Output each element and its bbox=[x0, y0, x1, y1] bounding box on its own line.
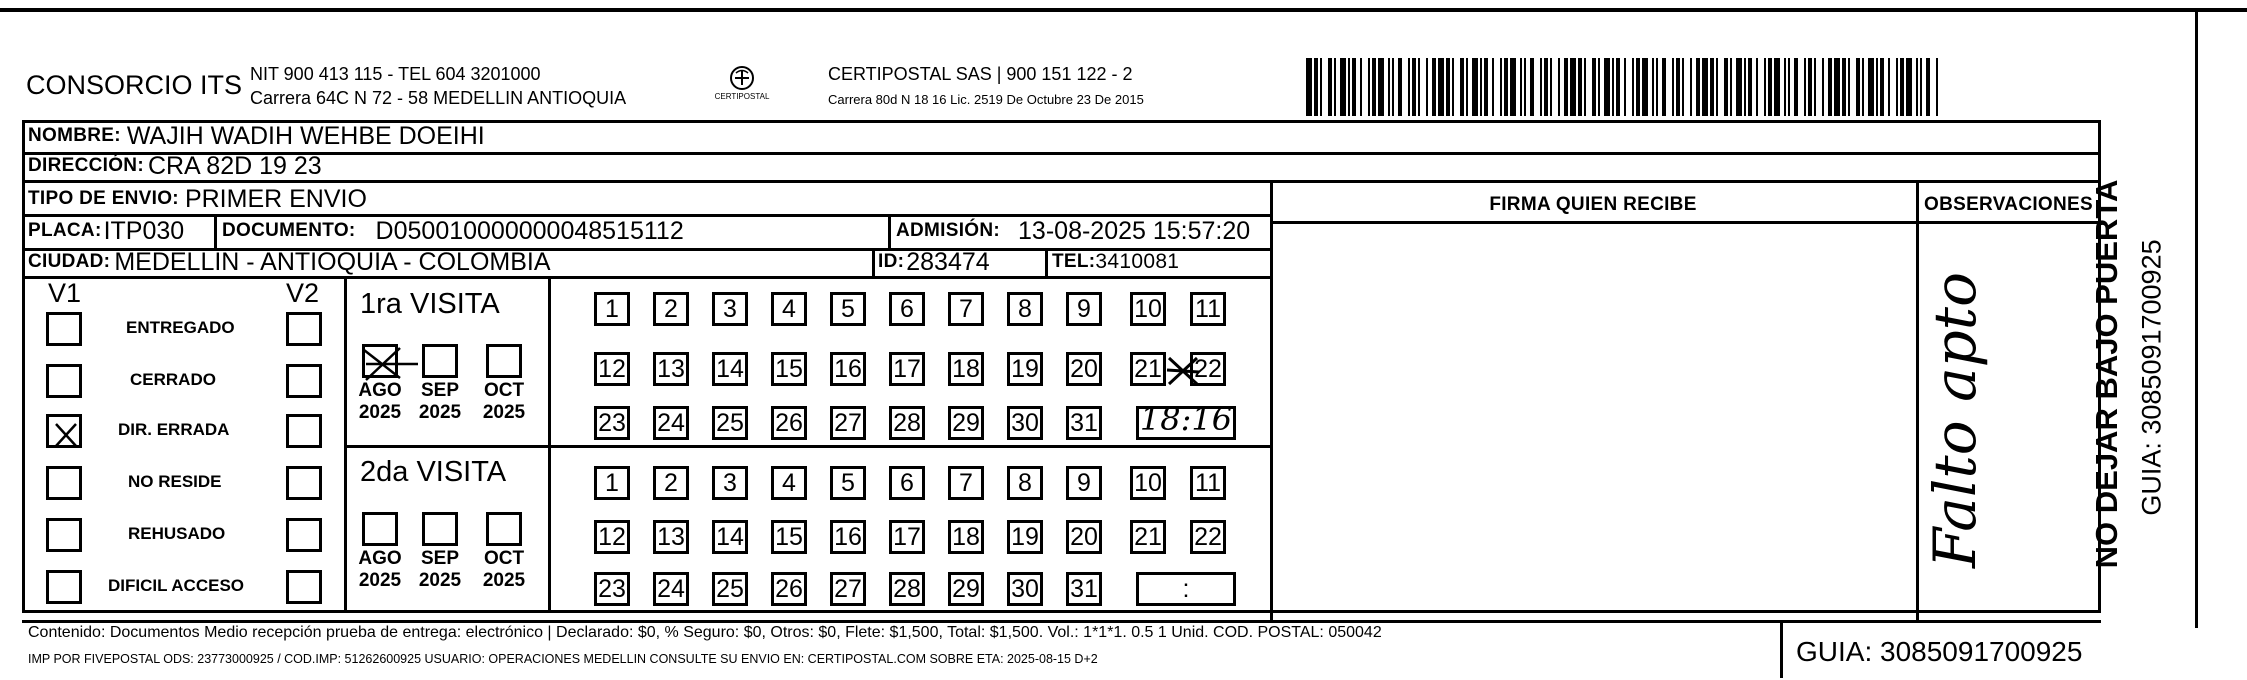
admision-value: 13-08-2025 15:57:20 bbox=[1018, 216, 1251, 245]
visita1-year-label: 2025 bbox=[482, 402, 526, 423]
visita2-day-box[interactable]: 18 bbox=[948, 520, 984, 554]
visita2-day-box[interactable]: 17 bbox=[889, 520, 925, 554]
visita2-day-box[interactable]: 23 bbox=[594, 572, 630, 606]
visita2-month-label: OCT bbox=[483, 548, 525, 569]
id-sep bbox=[872, 248, 875, 276]
tel-sep bbox=[1045, 248, 1048, 276]
visita1-day-box[interactable]: 9 bbox=[1066, 292, 1102, 326]
visita2-day-box[interactable]: 21 bbox=[1130, 520, 1166, 554]
visita2-day-box[interactable]: 15 bbox=[771, 520, 807, 554]
visita1-day-box[interactable]: 14 bbox=[712, 352, 748, 386]
nit-line: NIT 900 413 115 - TEL 604 3201000 bbox=[250, 64, 541, 84]
tipo-envio-field bbox=[28, 184, 367, 214]
status-label: NO RESIDE bbox=[128, 472, 222, 491]
status-check-mark bbox=[48, 418, 84, 452]
visita2-day-box[interactable]: 9 bbox=[1066, 466, 1102, 500]
observaciones-label: OBSERVACIONES bbox=[1924, 194, 2093, 215]
visita-sep bbox=[548, 276, 551, 610]
visita1-day-box[interactable]: 12 bbox=[594, 352, 630, 386]
admision-field bbox=[896, 214, 1250, 248]
v1-checkbox-2[interactable] bbox=[46, 364, 82, 398]
barcode bbox=[1306, 58, 1940, 116]
visita2-day-box[interactable]: 11 bbox=[1190, 466, 1226, 500]
side-guia: GUIA: 3085091700925 bbox=[2136, 239, 2167, 516]
placa-value: ITP030 bbox=[103, 216, 185, 245]
top-border bbox=[0, 8, 2247, 12]
v2-label: V2 bbox=[286, 278, 320, 308]
tipo-envio-label: TIPO DE ENVIO: bbox=[28, 188, 179, 209]
side-instruction: NO DEJAR BAJO PUERTA bbox=[2089, 179, 2124, 569]
status-label: DIFICIL ACCESO bbox=[108, 576, 245, 595]
firma-label: FIRMA QUIEN RECIBE bbox=[1489, 194, 1697, 215]
admision-label: ADMISIÓN: bbox=[896, 220, 1001, 241]
nombre-value: WAJIH WADIH WEHBE DOEIHI bbox=[126, 121, 485, 150]
ciudad-field bbox=[28, 248, 551, 276]
visita2-time-box[interactable]: : bbox=[1136, 572, 1236, 606]
visita1-day-box[interactable]: 20 bbox=[1066, 352, 1102, 386]
visita2-day-box[interactable]: 3 bbox=[712, 466, 748, 500]
visita1-day-box[interactable]: 24 bbox=[653, 406, 689, 440]
visita1-day-box[interactable]: 25 bbox=[712, 406, 748, 440]
visita2-day-box[interactable]: 8 bbox=[1007, 466, 1043, 500]
nombre-field bbox=[28, 120, 485, 152]
day-cross-mark bbox=[1163, 352, 1203, 390]
visita1-day-box[interactable]: 23 bbox=[594, 406, 630, 440]
placa-field bbox=[28, 214, 184, 248]
documento-field bbox=[222, 214, 684, 248]
obs-left-line bbox=[1916, 180, 1919, 620]
visita1-day-box[interactable]: 16 bbox=[830, 352, 866, 386]
tipo-envio-value: PRIMER ENVIO bbox=[184, 184, 367, 213]
footer-guia: GUIA: 3085091700925 bbox=[1796, 636, 2083, 667]
visita2-day-box[interactable]: 22 bbox=[1190, 520, 1226, 554]
ciudad-label: CIUDAD: bbox=[28, 251, 111, 272]
documento-label: DOCUMENTO: bbox=[222, 220, 356, 241]
tel-value: 3410081 bbox=[1095, 250, 1180, 273]
visita1-day-box[interactable]: 21 bbox=[1130, 352, 1166, 386]
ciudad-value: MEDELLIN - ANTIOQUIA - COLOMBIA bbox=[114, 247, 551, 276]
v2-checkbox-2[interactable] bbox=[286, 364, 322, 398]
logo-caption: CERTIPOSTAL bbox=[714, 92, 770, 101]
visita1-year-label: 2025 bbox=[358, 402, 402, 423]
visita2-day-box[interactable]: 25 bbox=[712, 572, 748, 606]
visita2-month-checkbox[interactable] bbox=[362, 512, 398, 546]
v2-checkbox-3[interactable] bbox=[286, 414, 322, 448]
placa-label: PLACA: bbox=[28, 220, 102, 241]
visita2-month-label: AGO bbox=[358, 548, 402, 569]
visita2-day-box[interactable]: 7 bbox=[948, 466, 984, 500]
visita2-year-label: 2025 bbox=[358, 570, 402, 591]
visita1-month-label: OCT bbox=[483, 380, 525, 401]
footer-guia-sep bbox=[1780, 620, 1783, 678]
visita1-day-box[interactable]: 22 bbox=[1190, 352, 1226, 386]
company-name: CONSORCIO ITS bbox=[26, 70, 243, 100]
v2-checkbox-1[interactable] bbox=[286, 312, 322, 346]
visita2-day-box[interactable]: 16 bbox=[830, 520, 866, 554]
visita1-day-box[interactable]: 4 bbox=[771, 292, 807, 326]
month-check-mark bbox=[360, 344, 420, 384]
visita2-day-box[interactable]: 20 bbox=[1066, 520, 1102, 554]
tel-label: TEL: bbox=[1052, 251, 1096, 272]
visita2-day-box[interactable]: 26 bbox=[771, 572, 807, 606]
status-right-line bbox=[344, 276, 347, 610]
visita1-day-box[interactable]: 17 bbox=[889, 352, 925, 386]
visita2-day-box[interactable]: 19 bbox=[1007, 520, 1043, 554]
visita1-day-box[interactable]: 15 bbox=[771, 352, 807, 386]
id-value: 283474 bbox=[906, 247, 990, 276]
visita1-title: 1ra VISITA bbox=[360, 288, 500, 320]
footer-print-line: IMP POR FIVEPOSTAL ODS: 23773000925 / COD.IMP: 51262600925 USUARIO: OPERACIONES MEDELLIN CONSULTE SU ENVIO EN: CERTIPOSTAL.COM SOBRE ETA: 2025-08-15 D+2 bbox=[28, 652, 1098, 666]
v2-checkbox-5[interactable] bbox=[286, 518, 322, 552]
v1-checkbox-6[interactable] bbox=[46, 570, 82, 604]
visita2-day-box[interactable]: 1 bbox=[594, 466, 630, 500]
direccion-field bbox=[28, 152, 322, 180]
v1-checkbox-1[interactable] bbox=[46, 312, 82, 346]
visita2-title: 2da VISITA bbox=[360, 456, 507, 488]
visita2-day-box[interactable]: 12 bbox=[594, 520, 630, 554]
visita2-year-label: 2025 bbox=[482, 570, 526, 591]
handwritten-time: 18:16 bbox=[1139, 400, 1233, 438]
visita1-day-box[interactable]: 28 bbox=[889, 406, 925, 440]
carrier-address: Carrera 80d N 18 16 Lic. 2519 De Octubre 23 De 2015 bbox=[828, 92, 1144, 107]
top-right-edge bbox=[2195, 8, 2198, 628]
row-line-2 bbox=[22, 180, 2101, 183]
visita1-day-box[interactable]: 18 bbox=[948, 352, 984, 386]
id-label: ID: bbox=[878, 251, 905, 272]
carrier-line: CERTIPOSTAL SAS | 900 151 122 - 2 bbox=[828, 64, 1133, 84]
visita1-day-box[interactable]: 7 bbox=[948, 292, 984, 326]
visita2-day-box[interactable]: 5 bbox=[830, 466, 866, 500]
visita1-month-checkbox[interactable] bbox=[486, 344, 522, 378]
visita2-day-box[interactable]: 31 bbox=[1066, 572, 1102, 606]
status-label: DIR. ERRADA bbox=[118, 420, 230, 439]
visita1-month-label: AGO bbox=[358, 380, 402, 401]
visita1-day-box[interactable]: 8 bbox=[1007, 292, 1043, 326]
tel-field bbox=[1052, 248, 1179, 276]
visita2-day-box[interactable]: 4 bbox=[771, 466, 807, 500]
visita2-day-box[interactable]: 24 bbox=[653, 572, 689, 606]
handwritten-observation: Falto apto bbox=[1921, 271, 1989, 569]
visita2-day-box[interactable]: 29 bbox=[948, 572, 984, 606]
visita1-day-box[interactable]: 19 bbox=[1007, 352, 1043, 386]
visita1-day-box[interactable]: 13 bbox=[653, 352, 689, 386]
admision-sep bbox=[888, 214, 891, 248]
visita1-day-box[interactable]: 3 bbox=[712, 292, 748, 326]
visita2-day-box[interactable]: 30 bbox=[1007, 572, 1043, 606]
form-left-line bbox=[22, 120, 25, 610]
v2-checkbox-4[interactable] bbox=[286, 466, 322, 500]
v2-checkbox-6[interactable] bbox=[286, 570, 322, 604]
visita1-day-box[interactable]: 29 bbox=[948, 406, 984, 440]
nombre-label: NOMBRE: bbox=[28, 125, 121, 146]
visita2-day-box[interactable]: 14 bbox=[712, 520, 748, 554]
visita1-day-box[interactable]: 5 bbox=[830, 292, 866, 326]
visita1-day-box[interactable]: 31 bbox=[1066, 406, 1102, 440]
visita1-day-box[interactable]: 26 bbox=[771, 406, 807, 440]
direccion-label: DIRECCIÓN: bbox=[28, 155, 144, 176]
v1-checkbox-4[interactable] bbox=[46, 466, 82, 500]
visita2-day-box[interactable]: 6 bbox=[889, 466, 925, 500]
visita2-year-label: 2025 bbox=[418, 570, 462, 591]
visita-mid-line bbox=[344, 445, 1270, 448]
company-address: Carrera 64C N 72 - 58 MEDELLIN ANTIOQUIA bbox=[250, 88, 627, 108]
v1-checkbox-5[interactable] bbox=[46, 518, 82, 552]
visita1-day-box[interactable]: 6 bbox=[889, 292, 925, 326]
status-label: REHUSADO bbox=[128, 524, 226, 543]
visita2-day-box[interactable]: 10 bbox=[1130, 466, 1166, 500]
placa-sep bbox=[214, 214, 217, 248]
status-label: ENTREGADO bbox=[126, 318, 235, 337]
visita2-month-checkbox[interactable] bbox=[422, 512, 458, 546]
visita1-day-box[interactable]: 2 bbox=[653, 292, 689, 326]
visita1-day-box[interactable]: 30 bbox=[1007, 406, 1043, 440]
v1-label: V1 bbox=[48, 278, 82, 308]
visita1-month-label: SEP bbox=[420, 380, 460, 401]
id-field bbox=[878, 248, 990, 276]
footer-content-line: Contenido: Documentos Medio recepción prueba de entrega: electrónico | Declarado: $0, % Seguro: $0, Otros: $0, Flete: $1,500, Total: $1,500. Vol.: 1*1*1. 0.5 1 Unid. COD. POSTAL: 050042 bbox=[28, 624, 1382, 641]
visita2-month-label: SEP bbox=[420, 548, 460, 569]
direccion-value: CRA 82D 19 23 bbox=[147, 151, 322, 180]
visita2-day-box[interactable]: 2 bbox=[653, 466, 689, 500]
visita1-day-box[interactable]: 11 bbox=[1190, 292, 1226, 326]
visita1-day-box[interactable]: 1 bbox=[594, 292, 630, 326]
status-label: CERRADO bbox=[130, 370, 216, 389]
visita1-month-checkbox[interactable] bbox=[422, 344, 458, 378]
row-line-1 bbox=[22, 152, 2101, 155]
visita1-day-box[interactable]: 27 bbox=[830, 406, 866, 440]
certipostal-logo bbox=[712, 62, 772, 106]
visita2-day-box[interactable]: 13 bbox=[653, 520, 689, 554]
form-bottom-line bbox=[22, 610, 2101, 613]
visita2-day-box[interactable]: 27 bbox=[830, 572, 866, 606]
visita1-year-label: 2025 bbox=[418, 402, 462, 423]
firma-left-line bbox=[1270, 180, 1273, 620]
documento-value: D050010000000048515112 bbox=[375, 216, 684, 245]
visita2-month-checkbox[interactable] bbox=[486, 512, 522, 546]
footer-top-line bbox=[22, 620, 2101, 623]
visita2-day-box[interactable]: 28 bbox=[889, 572, 925, 606]
visita1-day-box[interactable]: 10 bbox=[1130, 292, 1166, 326]
